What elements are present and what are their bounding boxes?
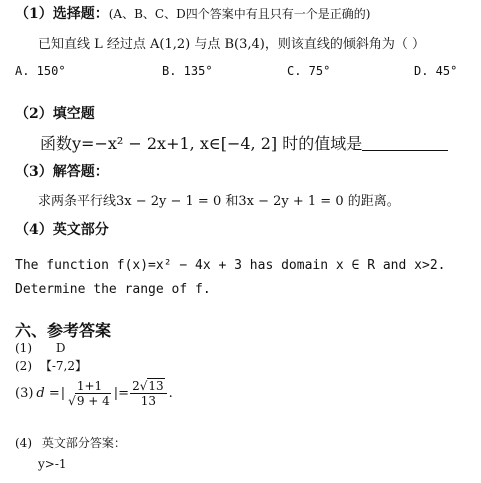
answer-3-label: (3) (15, 386, 34, 401)
answer-3-radicand: 9 + 4 (76, 394, 110, 408)
q1-option-d: D. 45° (414, 64, 458, 78)
answer-3-fraction (66, 379, 113, 408)
q4-header: （4）英文部分 (15, 222, 109, 238)
q1-option-b: B. 135° (162, 64, 213, 78)
q3-text: 求两条平行线3x − 2y − 1 = 0 和3x − 2y + 1 = 0 的距离。 (38, 194, 400, 209)
answer-3-result-numerator: 2√13 (130, 379, 167, 394)
answer-3-row: (3) d = | $\frac{1+1}{√9 + 4}$ |= $\frac{2√13}{13}$ . (15, 379, 173, 408)
answers-header: 六、参考答案 (15, 321, 112, 340)
answer-3-result-coef: 2 (132, 379, 140, 393)
q2-text: 函数y=−x² − 2x+1, x∈[−4, 2] 时的值域是 (40, 134, 363, 153)
answer-3-lhs: d = (36, 386, 60, 401)
answer-2-row (15, 357, 87, 374)
q1-header: （1）选择题： (15, 6, 109, 22)
q1-header-note: (A、B、C、D四个答案中有且只有一个是正确的) (108, 7, 371, 21)
answer-3-result-radicand: 13 (148, 379, 164, 393)
answer-4-title: 英文部分答案： (41, 436, 126, 450)
q1-stem: 已知直线 L 经过点 A(1,2) 与点 B(3,4)，则该直线的倾斜角为（ ） (38, 37, 426, 52)
answer-2-value: 【-7,2】 (39, 359, 87, 373)
q2-line (40, 131, 448, 154)
answer-4-label: (4) (15, 436, 32, 450)
q1-option-c: C. 75° (287, 64, 331, 78)
q1-option-a: A. 150° (15, 64, 66, 78)
answer-blank (362, 136, 448, 151)
answer-4-value: y>-1 (38, 457, 67, 471)
answer-3-numerator: 1+1 (76, 379, 103, 393)
q1-header-line (15, 3, 370, 23)
answer-1-value: D (55, 341, 66, 355)
q4-line2: Determine the range of f. (15, 282, 211, 297)
answer-1-row (15, 341, 65, 355)
answer-3-result (130, 379, 167, 408)
q4-line1: The function f(x)=x² − 4x + 3 has domain x ∈ R and x>2. (15, 258, 446, 273)
q3-header: （3）解答题： (15, 164, 109, 180)
q2-header: （2）填空题 (15, 106, 95, 122)
answer-3-denominator: √9 + 4 (68, 394, 110, 408)
answer-4-row (15, 434, 126, 451)
answer-3-result-denominator: 13 (140, 394, 156, 408)
answer-1-label: (1) (15, 341, 32, 355)
answer-2-label: (2) (15, 359, 32, 373)
